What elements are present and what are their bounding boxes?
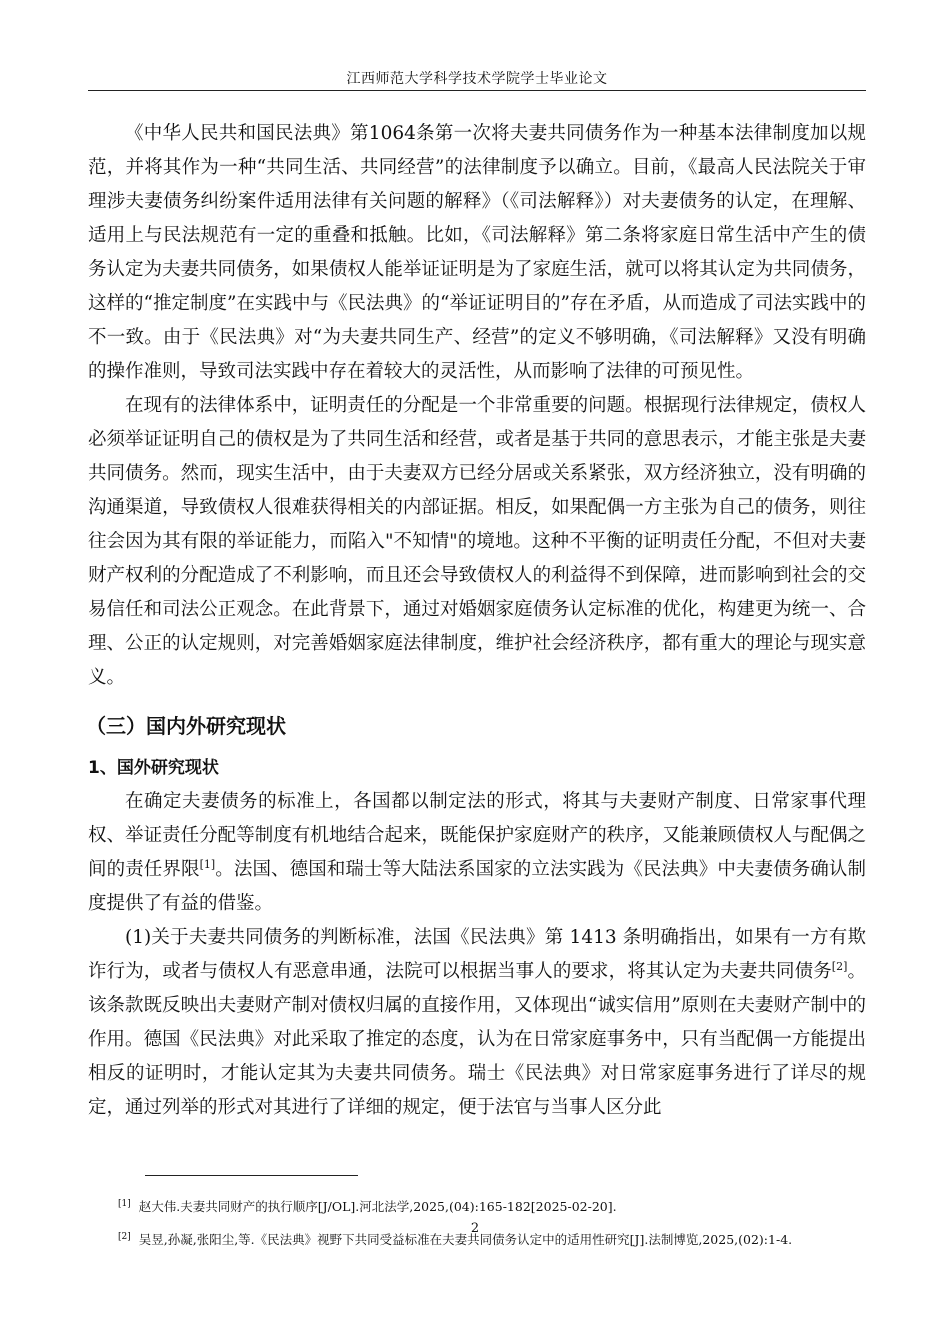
footnote-ref-2[interactable]: [2] — [831, 959, 848, 973]
paragraph-3 — [88, 785, 866, 921]
section-heading: （三）国内外研究现状 — [86, 714, 286, 738]
footnote-2-mark: [2] — [118, 1232, 131, 1243]
header-rule — [88, 90, 866, 91]
paragraph-4-tail: 。该条款既反映出夫妻财产制对债权归属的直接作用，又体现出“诚实信用”原则在夫妻财产制中的作用。德国《民法典》对此采取了推定的态度，认为在日常家庭事务中，只有当配偶一方能提出相反的证明时，才能认定其为夫妻共同债务。瑞士《民法典》对日常家庭事务进行了详尽的规定，通过列举的形式对其进行了详细的规定，便于法官与当事人区分此 — [88, 961, 866, 1118]
paragraph-1: 《中华人民共和国民法典》第1064条第一次将夫妻共同债务作为一种基本法律制度加以规范，并将其作为一种“共同生活、共同经营”的法律制度予以确立。目前，《最高人民法院关于审理涉夫妻债务纠纷案件适用法律有关问题的解释》（《司法解释》）对夫妻债务的认定，在理解、适用上与民法规范有一定的重叠和抵触。比如，《司法解释》第二条将家庭日常生活中产生的债务认定为夫妻共同债务，如果债权人能举证证明是为了家庭生活，就可以将其认定为共同债务，这样的“推定制度”在实践中与《民法典》的“举证证明目的”存在矛盾，从而造成了司法实践中的不一致。由于《民法典》对“为夫妻共同生产、经营”的定义不够明确，《司法解释》又没有明确的操作准则，导致司法实践中存在着较大的灵活性，从而影响了法律的可预见性。 — [88, 123, 866, 382]
footnote-1-text: 赵大伟.夫妻共同财产的执行顺序[J/OL].河北法学,2025,(04):165-182[2025-02-20]. — [138, 1199, 617, 1215]
page-number: 2 — [470, 1221, 480, 1236]
body-text — [88, 117, 866, 1125]
paragraph-4-text: (1)关于夫妻共同债务的判断标准，法国《民法典》第 1413 条明确指出，如果有一方有欺诈行为，或者与债权人有恶意串通，法院可以根据当事人的要求，将其认定为夫妻共同债务 — [88, 927, 866, 982]
paragraph-3-tail: 。法国、德国和瑞士等大陆法系国家的立法实践为《民法典》中夫妻债务确认制度提供了有益的借鉴。 — [88, 859, 866, 914]
subsection-heading: 1、国外研究现状 — [88, 758, 219, 778]
paragraph-4 — [88, 921, 866, 1125]
footnote-separator — [145, 1175, 358, 1176]
running-header: 江西师范大学科学技术学院学士毕业论文 — [346, 71, 608, 87]
paragraph-2: 在现有的法律体系中，证明责任的分配是一个非常重要的问题。根据现行法律规定，债权人必须举证证明自己的债权是为了共同生活和经营，或者是基于共同的意思表示，才能主张是夫妻共同债务。然而，现实生活中，由于夫妻双方已经分居或关系紧张，双方经济独立，没有明确的沟通渠道，导致债权人很难获得相关的内部证据。相反，如果配偶一方主张为自己的债务，则往往会因为其有限的举证能力，而陷入"不知情"的境地。这种不平衡的证明责任分配，不但对夫妻财产权利的分配造成了不利影响，而且还会导致债权人的利益得不到保障，进而影响到社会的交易信任和司法公正观念。在此背景下，通过对婚姻家庭债务认定标准的优化，构建更为统一、合理、公正的认定规则，对完善婚姻家庭法律制度，维护社会经济秩序，都有重大的理论与现实意义。 — [88, 395, 866, 688]
footnote-2-text: 吴昱,孙凝,张阳尘,等.《民法典》视野下共同受益标准在夫妻共同债务认定中的适用性研究[J].法制博览,2025,(02):1-4. — [138, 1232, 793, 1248]
footnote-ref-1[interactable]: [1] — [199, 857, 216, 871]
footnote-1-mark: [1] — [118, 1199, 131, 1209]
footnote-1 — [118, 1195, 868, 1216]
paragraph-3-text: 在确定夫妻债务的标准上，各国都以制定法的形式，将其与夫妻财产制度、日常家事代理权、举证责任分配等制度有机地结合起来，既能保护家庭财产的秩序，又能兼顾债权人与配偶之间的责任界限 — [88, 791, 866, 880]
